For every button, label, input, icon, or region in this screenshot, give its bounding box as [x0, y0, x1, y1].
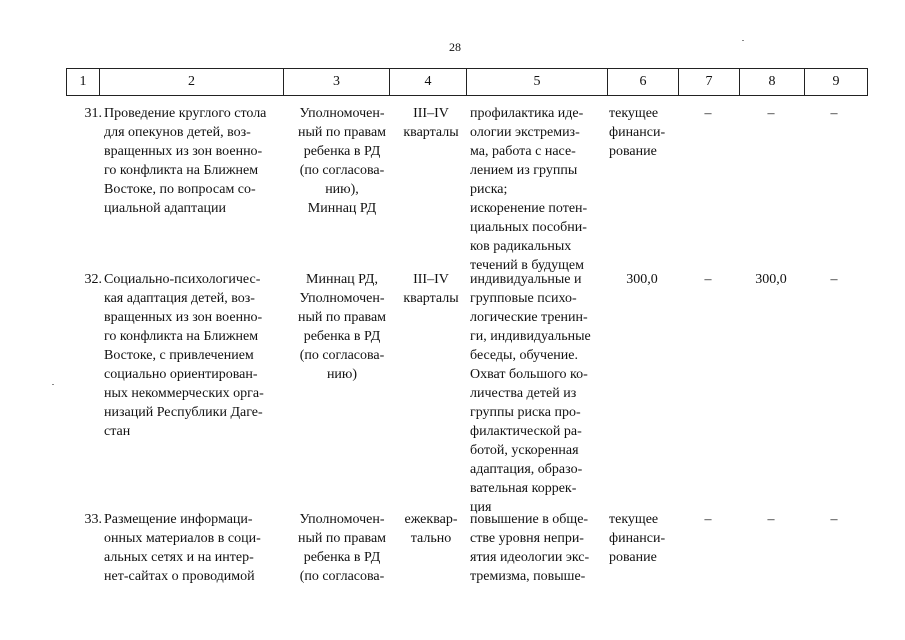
activity-line: Востоке, по вопросам со- — [104, 182, 256, 197]
activity-line: стан — [104, 424, 131, 439]
column-9-value: – — [830, 272, 838, 287]
period-cell — [396, 104, 466, 142]
result-line: беседы, обучение. — [470, 348, 578, 363]
result-cell — [470, 104, 605, 275]
activity-line: альных сетях и на интер- — [104, 550, 254, 565]
column-7-value: – — [704, 512, 712, 527]
period-line: кварталы — [403, 125, 459, 140]
activity-line: Социально-психологичес- — [104, 272, 261, 287]
column-header-8: 8 — [740, 69, 805, 96]
activity-line: вращенных из зон военно- — [104, 310, 263, 325]
funding-line: финанси- — [609, 531, 666, 546]
funding-line: 300,0 — [626, 272, 658, 287]
funding-line: рование — [609, 144, 657, 159]
column-7-value: – — [704, 272, 712, 287]
period-line: ежеквар- — [404, 512, 458, 527]
column-8-value: – — [767, 512, 775, 527]
column-9-value: – — [830, 106, 838, 121]
executor-line: ный по правам — [297, 531, 387, 546]
funding-line: рование — [609, 550, 657, 565]
executor-line: Миннац РД — [307, 201, 377, 216]
result-line: логические тренин- — [470, 310, 588, 325]
period-line: III–IV — [413, 272, 449, 287]
period-line: тально — [410, 531, 452, 546]
scan-speck — [52, 384, 54, 385]
activity-line: низаций Республики Даге- — [104, 405, 263, 420]
period-line: III–IV — [413, 106, 449, 121]
result-line: адаптация, образо- — [470, 462, 583, 477]
funding-cell — [609, 104, 675, 161]
executor-cell — [292, 270, 392, 384]
column-header-row — [66, 68, 868, 96]
activity-line: кая адаптация детей, воз- — [104, 291, 255, 306]
row-number: 31. — [84, 106, 102, 121]
result-line: Охват большого ко- — [470, 367, 588, 382]
result-line: групповые психо- — [470, 291, 577, 306]
result-line: ботой, ускоренная — [470, 443, 579, 458]
activity-line: го конфликта на Ближнем — [104, 163, 259, 178]
column-9-value: – — [830, 512, 838, 527]
executor-line: Миннац РД, — [306, 272, 378, 287]
activity-line: ных некоммерческих орга- — [104, 386, 264, 401]
executor-line: Уполномочен- — [299, 291, 385, 306]
result-line: ятия идеологии экс- — [470, 550, 590, 565]
column-header-4: 4 — [390, 69, 467, 96]
result-line: течений в будущем — [470, 258, 585, 273]
result-line: филактической ра- — [470, 424, 582, 439]
period-line: кварталы — [403, 291, 459, 306]
activity-line: для опекунов детей, воз- — [104, 125, 251, 140]
executor-cell — [292, 510, 392, 586]
result-line: стве уровня непри- — [470, 531, 584, 546]
funding-line: текущее — [609, 106, 659, 121]
funding-cell — [609, 270, 675, 289]
activity-cell — [104, 270, 289, 441]
activity-line: нет-сайтах о проводимой — [104, 569, 255, 584]
executor-line: нию), — [325, 182, 359, 197]
executor-line: ный по правам — [297, 310, 387, 325]
activity-line: циальной адаптации — [104, 201, 227, 216]
result-cell — [470, 510, 605, 586]
column-header-5: 5 — [467, 69, 608, 96]
executor-line: ребенка в РД — [303, 550, 381, 565]
executor-line: Уполномочен- — [299, 106, 385, 121]
column-8-value: – — [767, 106, 775, 121]
activity-line: Проведение круглого стола — [104, 106, 267, 121]
result-line: вательная коррек- — [470, 481, 577, 496]
executor-line: ребенка в РД — [303, 144, 381, 159]
result-line: личества детей из — [470, 386, 577, 401]
activity-line: вращенных из зон военно- — [104, 144, 263, 159]
column-header-7: 7 — [679, 69, 740, 96]
funding-line: финанси- — [609, 125, 666, 140]
result-line: лением из группы — [470, 163, 578, 178]
executor-line: (по согласова- — [299, 569, 385, 584]
period-cell — [396, 270, 466, 308]
activity-cell — [104, 104, 289, 218]
column-header-6: 6 — [608, 69, 679, 96]
period-cell — [396, 510, 466, 548]
result-line: ция — [470, 500, 492, 515]
executor-line: ный по правам — [297, 125, 387, 140]
column-header-1: 1 — [67, 69, 100, 96]
result-line: повышение в обще- — [470, 512, 589, 527]
result-line: индивидуальные и — [470, 272, 582, 287]
funding-cell — [609, 510, 675, 567]
result-line: ков радикальных — [470, 239, 572, 254]
activity-line: онных материалов в соци- — [104, 531, 261, 546]
result-line: тремизма, повыше- — [470, 569, 586, 584]
funding-line: текущее — [609, 512, 659, 527]
result-cell — [470, 270, 605, 517]
column-7-value: – — [704, 106, 712, 121]
executor-cell — [292, 104, 392, 218]
column-8-value: 300,0 — [755, 272, 787, 287]
executor-line: Уполномочен- — [299, 512, 385, 527]
executor-line: (по согласова- — [299, 163, 385, 178]
activity-cell — [104, 510, 289, 586]
activity-line: Размещение информаци- — [104, 512, 253, 527]
activity-line: Востоке, с привлечением — [104, 348, 254, 363]
row-number: 33. — [84, 512, 102, 527]
executor-line: ребенка в РД — [303, 329, 381, 344]
result-line: циальных пособни- — [470, 220, 587, 235]
result-line: искоренение потен- — [470, 201, 588, 216]
result-line: группы риска про- — [470, 405, 581, 420]
result-line: ги, индивидуальные — [470, 329, 591, 344]
result-line: ологии экстремиз- — [470, 125, 580, 140]
result-line: ма, работа с насе- — [470, 144, 576, 159]
activity-line: социально ориентирован- — [104, 367, 258, 382]
result-line: риска; — [470, 182, 508, 197]
row-number: 32. — [84, 272, 102, 287]
page-number: 28 — [449, 40, 461, 54]
executor-line: нию) — [326, 367, 358, 382]
result-line: профилактика иде- — [470, 106, 584, 121]
column-header-9: 9 — [805, 69, 868, 96]
scan-speck — [742, 40, 744, 41]
column-header-3: 3 — [284, 69, 390, 96]
activity-line: го конфликта на Ближнем — [104, 329, 259, 344]
column-header-2: 2 — [100, 69, 284, 96]
executor-line: (по согласова- — [299, 348, 385, 363]
